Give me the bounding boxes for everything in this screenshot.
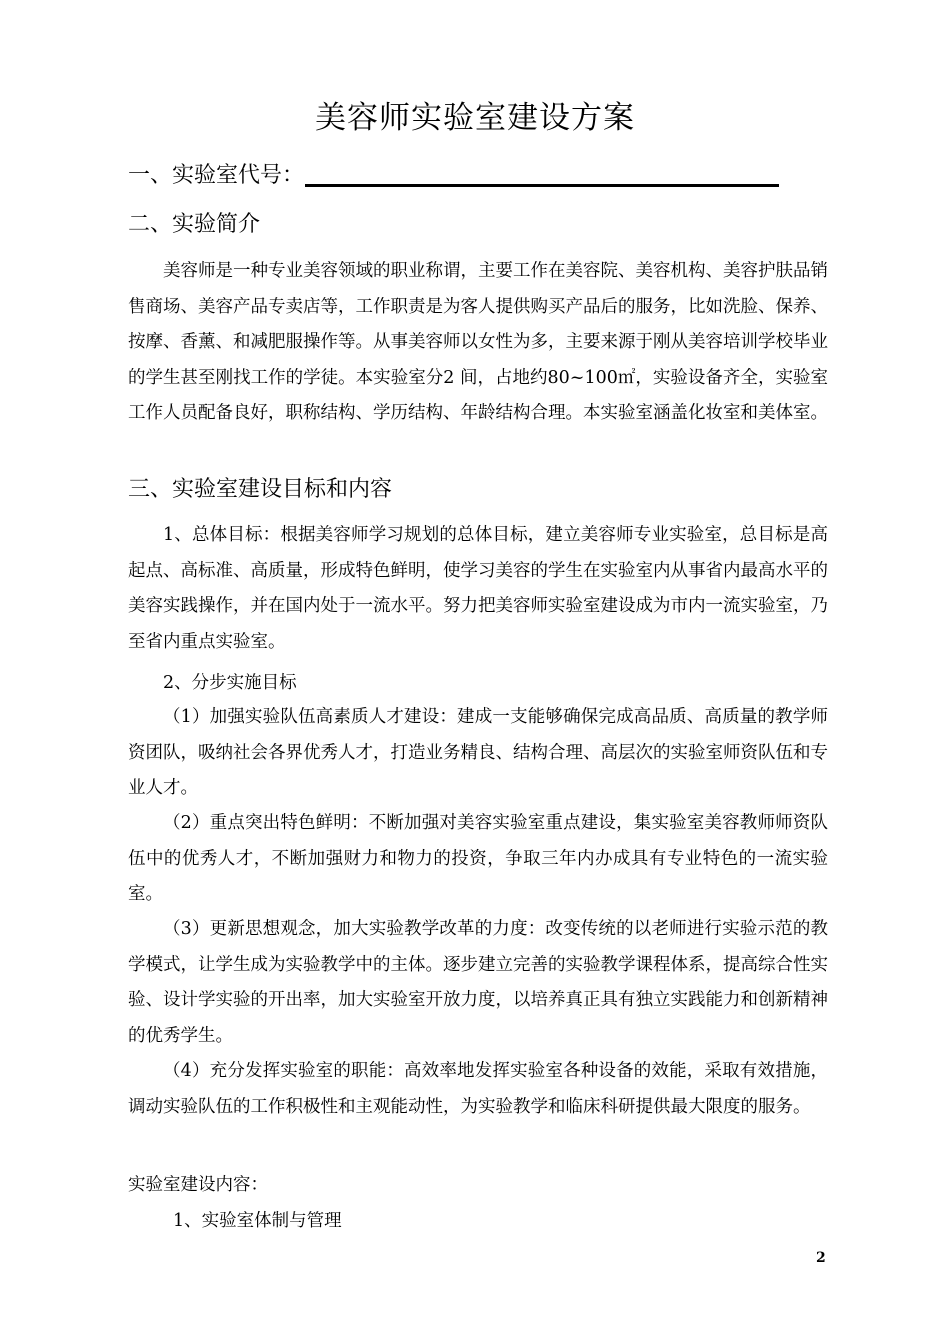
step1-paragraph: （1）加强实验队伍高素质人才建设：建成一支能够确保完成高品质、高质量的教学师资团队，吸纳社会各界优秀人才，打造业务精良、结构合理、高层次的实验室师资队伍和专业人才。 <box>128 707 828 798</box>
step4-paragraph: （4）充分发挥实验室的职能：高效率地发挥实验室各种设备的效能，采取有效措施，调动实验队伍的工作积极性和主观能动性，为实验教学和临床科研提供最大限度的服务。 <box>128 1061 828 1117</box>
section3-heading: 三、实验室建设目标和内容 <box>128 477 393 502</box>
content-label: 实验室建设内容： <box>128 1175 268 1195</box>
lab-code-blank-line <box>305 184 779 187</box>
section2-heading: 二、实验简介 <box>128 212 261 237</box>
step3-paragraph: （3）更新思想观念，加大实验教学改革的力度：改变传统的以老师进行实验示范的教学模式，让学生成为实验教学中的主体。逐步建立完善的实验教学课程体系，提高综合性实验、设计学实验的开出率，加大实验室开放力度，以培养真正具有独立实践能力和创新精神的优秀学生。 <box>128 919 828 1046</box>
section1-heading: 一、实验室代号： <box>128 163 305 188</box>
content-item-1: 1、实验室体制与管理 <box>173 1211 342 1231</box>
page-number: 2 <box>816 1250 826 1266</box>
intro-paragraph: 美容师是一种专业美容领域的职业称谓，主要工作在美容院、美容机构、美容护肤品销售商场、美容产品专卖店等，工作职责是为客人提供购买产品后的服务，比如洗脸、保养、按摩、香薰、和减肥服操作等。从事美容师以女性为多，主要来源于刚从美容培训学校毕业的学生甚至刚找工作的学徒。本实验室分2 间，占地约80~100㎡，实验设备齐全，实验室工作人员配备良好，职称结构、学历结构、年龄结构合理。本实验室涵盖化妆室和美体室。 <box>128 261 828 423</box>
step2-paragraph: （2）重点突出特色鲜明：不断加强对美容实验室重点建设，集实验室美容教师师资队伍中的优秀人才，不断加强财力和物力的投资，争取三年内办成具有专业特色的一流实验室。 <box>128 813 828 904</box>
step-goals-label: 2、分步实施目标 <box>163 673 297 693</box>
overall-goal-paragraph: 1、总体目标：根据美容师学习规划的总体目标，建立美容师专业实验室，总目标是高起点、高标准、高质量，形成特色鲜明，使学习美容的学生在实验室内从事省内最高水平的美容实践操作，并在国内处于一流水平。努力把美容师实验室建设成为市内一流实验室，乃至省内重点实验室。 <box>128 525 828 652</box>
document-title: 美容师实验室建设方案 <box>315 100 635 136</box>
